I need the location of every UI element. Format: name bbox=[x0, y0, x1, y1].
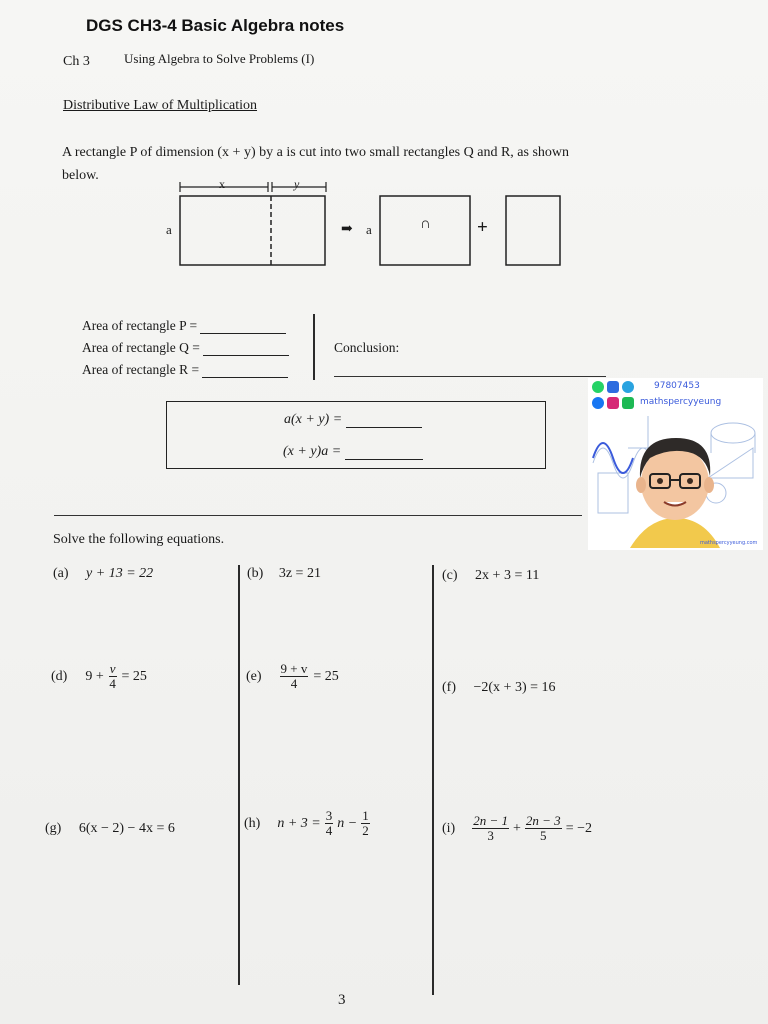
dim-x-label: x bbox=[219, 177, 225, 191]
intro-line-1: A rectangle P of dimension (x + y) by a is cut into two small rectangles Q and R, as shown bbox=[62, 145, 570, 160]
areas-divider bbox=[313, 314, 315, 380]
area-q-blank[interactable] bbox=[203, 339, 289, 356]
question-a bbox=[53, 566, 153, 582]
question-e-tail: = 25 bbox=[313, 668, 339, 684]
question-e-denominator: 4 bbox=[290, 676, 298, 691]
area-r-blank[interactable] bbox=[202, 361, 288, 378]
question-h-label: (h) bbox=[244, 815, 261, 831]
telegram-icon bbox=[622, 381, 634, 393]
area-q-label: Area of rectangle Q = bbox=[82, 340, 200, 355]
dim-y-label: y bbox=[294, 177, 300, 191]
law-line-1-blank[interactable] bbox=[346, 411, 422, 428]
law-line-2 bbox=[283, 443, 423, 460]
question-a-label: (a) bbox=[53, 566, 69, 581]
plus-sign: + bbox=[477, 217, 488, 238]
rectangle-p bbox=[180, 196, 325, 265]
arrow-icon: ➡ bbox=[341, 222, 353, 237]
question-f-label: (f) bbox=[442, 680, 456, 695]
question-h-denominator-2: 2 bbox=[362, 823, 369, 838]
question-c bbox=[442, 568, 539, 584]
law-line-2-blank[interactable] bbox=[345, 443, 423, 460]
chapter-title: Using Algebra to Solve Problems (I) bbox=[124, 51, 315, 66]
law-line-1-text: a(x + y) = bbox=[284, 412, 343, 427]
rectangle-r bbox=[506, 196, 560, 265]
question-h-fraction-2 bbox=[361, 809, 370, 838]
question-a-equation: y + 13 = 22 bbox=[86, 566, 154, 581]
question-b bbox=[247, 566, 321, 582]
question-f bbox=[442, 680, 556, 696]
question-g bbox=[45, 821, 175, 837]
conclusion-label: Conclusion: bbox=[334, 340, 400, 355]
question-h-fraction-1 bbox=[325, 809, 334, 838]
law-line-2-text: (x + y)a = bbox=[283, 444, 342, 459]
question-d-lead: 9 + bbox=[85, 668, 104, 684]
question-e bbox=[246, 662, 339, 691]
question-h-numerator-1: 3 bbox=[325, 808, 333, 823]
question-i-numerator-1: 2n − 1 bbox=[473, 813, 508, 828]
question-h-numerator-2: 1 bbox=[362, 808, 369, 823]
question-d bbox=[51, 662, 147, 691]
whatsapp-icon bbox=[592, 381, 604, 393]
area-p-label: Area of rectangle P = bbox=[82, 318, 198, 333]
question-i-numerator-2: 2n − 3 bbox=[525, 813, 561, 828]
question-f-equation: −2(x + 3) = 16 bbox=[473, 680, 556, 695]
area-q-row bbox=[82, 339, 289, 356]
law-line-1 bbox=[284, 411, 422, 428]
question-h-lead: n + 3 = bbox=[277, 815, 321, 831]
signal-icon bbox=[607, 381, 619, 393]
section-heading: Distributive Law of Multiplication bbox=[63, 98, 258, 113]
side-a-left: a bbox=[166, 222, 172, 237]
question-e-label: (e) bbox=[246, 668, 262, 684]
instagram-icon bbox=[607, 397, 619, 409]
question-b-label: (b) bbox=[247, 566, 264, 581]
area-p-row bbox=[82, 317, 286, 334]
section-divider bbox=[54, 515, 582, 516]
question-d-denominator: 4 bbox=[109, 676, 116, 691]
conclusion-blank[interactable] bbox=[334, 376, 606, 377]
area-r-label: Area of rectangle R = bbox=[82, 362, 200, 377]
question-d-tail: = 25 bbox=[121, 668, 147, 684]
question-b-equation: 3z = 21 bbox=[278, 566, 321, 581]
q-mark: ∩ bbox=[420, 216, 431, 232]
question-i-tail: = −2 bbox=[565, 820, 592, 836]
brand-phone: 97807453 bbox=[654, 381, 700, 391]
question-d-label: (d) bbox=[51, 668, 68, 684]
column-divider-right bbox=[432, 565, 434, 995]
brand-handle: mathspercyyeung bbox=[640, 397, 722, 407]
question-i-fraction-1 bbox=[472, 814, 509, 843]
dimension-marks bbox=[180, 182, 326, 192]
question-i-plus: + bbox=[513, 820, 521, 836]
area-p-blank[interactable] bbox=[200, 317, 286, 334]
question-i-denominator-1: 3 bbox=[487, 828, 494, 843]
question-g-label: (g) bbox=[45, 821, 62, 836]
question-h bbox=[244, 809, 371, 838]
chapter-number: Ch 3 bbox=[63, 54, 90, 69]
question-i-denominator-2: 5 bbox=[540, 828, 547, 843]
question-i bbox=[442, 814, 592, 843]
question-c-equation: 2x + 3 = 11 bbox=[475, 568, 540, 583]
question-c-label: (c) bbox=[442, 568, 458, 583]
side-a-right: a bbox=[366, 222, 372, 237]
question-g-equation: 6(x − 2) − 4x = 6 bbox=[78, 821, 175, 836]
facebook-icon bbox=[592, 397, 604, 409]
question-e-fraction bbox=[280, 662, 309, 691]
wechat-icon bbox=[622, 397, 634, 409]
question-i-label: (i) bbox=[442, 820, 456, 836]
intro-line-2: below. bbox=[62, 168, 99, 183]
brand-site: mathspercyyeung.com bbox=[700, 540, 758, 546]
question-d-fraction bbox=[109, 662, 117, 691]
question-h-mid: n − bbox=[337, 815, 358, 831]
question-e-numerator: 9 + v bbox=[280, 661, 308, 676]
question-h-denominator-1: 4 bbox=[325, 823, 333, 838]
exercise-heading: Solve the following equations. bbox=[53, 532, 225, 547]
column-divider-left bbox=[238, 565, 240, 985]
page-title: DGS CH3-4 Basic Algebra notes bbox=[86, 16, 345, 35]
question-i-fraction-2 bbox=[525, 814, 562, 843]
page-number: 3 bbox=[338, 992, 346, 1008]
question-d-numerator: v bbox=[109, 661, 116, 676]
area-r-row bbox=[82, 361, 288, 378]
